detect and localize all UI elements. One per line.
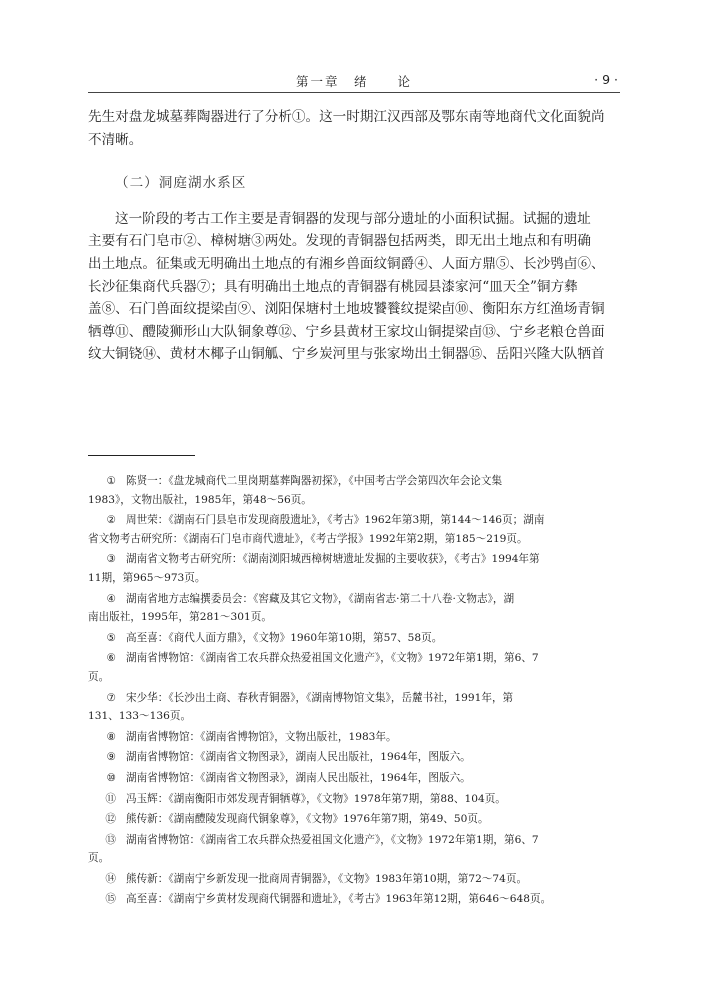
footnote-marker: ⑭: [105, 872, 116, 885]
footnote-line: 湖南省文物考古研究所：《湖南浏阳城西樟树塘遗址发掘的主要收获》，《考古》1994年第: [126, 553, 540, 566]
footnotes: [88, 472, 622, 911]
footnote-line: 周世荣：《湖南石门县皂市发现商殷遗址》，《考古》1962年第3期，第144～146页；湖南: [126, 514, 545, 527]
footnote: [88, 769, 622, 788]
paragraph-continuation: [88, 106, 620, 151]
footnote: [88, 810, 622, 829]
text-line: 盖⑧、石门兽面纹提梁卣⑨、浏阳保塘村土地坡饕餮纹提梁卣⑩、衡阳东方红渔场青铜: [88, 301, 605, 318]
footnote-marker: ①: [106, 475, 116, 487]
footnote-marker: ②: [106, 514, 116, 527]
footnote-marker: ⑮: [105, 893, 116, 906]
footnote-line: 湖南省博物馆：《湖南省文物图录》，湖南人民出版社，1964年，图版六。: [126, 771, 471, 784]
main-text: [88, 106, 620, 366]
footnote-rule: [88, 455, 195, 456]
footnote: [88, 831, 622, 868]
footnote-marker: ⑩: [106, 771, 116, 784]
footnote-line: 1983》，文物出版社，1985年，第48～56页。: [88, 493, 312, 506]
section-heading: （二）洞庭湖水系区: [115, 175, 247, 192]
footnote: [88, 689, 622, 726]
page-number: · 9 ·: [594, 72, 618, 87]
footnote-line: 湖南省地方志编撰委员会：《窖藏及其它文物》，《湖南省志·第二十八卷·文物志》，湖: [126, 592, 515, 605]
paragraph-bronzes: [88, 208, 620, 366]
footnote-marker: ④: [106, 592, 116, 605]
footnote-line: 页。: [88, 852, 110, 865]
footnote-line: 宋少华：《长沙出土商、春秋青铜器》，《湖南博物馆文集》，岳麓书社，1991年，第: [126, 691, 514, 704]
text-line: 先生对盘龙城墓葬陶器进行了分析①。这一时期江汉西部及鄂东南等地商代文化面貌尚: [88, 109, 605, 125]
footnote: [88, 748, 622, 767]
footnote-marker: ⑧: [106, 730, 116, 743]
footnote-line: 湖南省博物馆：《湖南省博物馆》，文物出版社，1983年。: [126, 730, 397, 743]
footnote-line: 131、133～136页。: [88, 710, 192, 723]
footnote-line: 湖南省博物馆：《湖南省文物图录》，湖南人民出版社，1964年，图版六。: [126, 751, 471, 764]
footnote-marker: ⑨: [106, 751, 116, 764]
footnote-marker: ⑥: [106, 652, 116, 665]
footnote-line: 熊传新：《湖南宁乡新发现一批商周青铜器》，《文物》1983年第10期，第72～74页。: [126, 872, 528, 885]
text-line: 出土地点。征集或无明确出土地点的有湘乡兽面纹铜爵④、人面方鼎⑤、长沙鸮卣⑥、: [88, 255, 605, 272]
footnote: [88, 870, 622, 889]
footnote: [88, 590, 622, 627]
footnote-line: 熊传新：《湖南醴陵发现商代铜象尊》，《文物》1976年第7期，第49、50页。: [126, 813, 489, 826]
text-line: 长沙征集商代兵器⑦；具有明确出土地点的青铜器有桃园县漆家河“皿天全”铜方彝: [88, 278, 578, 295]
footnote-line: 陈贤一：《盘龙城商代二里岗期墓葬陶器初探》，《中国考古学会第四次年会论文集: [126, 475, 503, 487]
footnote: [88, 790, 622, 809]
footnote-line: 湖南省博物馆：《湖南省工农兵群众热爱祖国文化遗产》，《文物》1972年第1期，第6、7: [126, 833, 539, 846]
footnote-line: 湖南省博物馆：《湖南省工农兵群众热爱祖国文化遗产》，《文物》1972年第1期，第6、7: [126, 652, 539, 665]
footnote-marker: ⑬: [105, 833, 116, 846]
footnote-marker: ⑫: [105, 813, 116, 826]
footnote-line: 高至喜：《商代人面方鼎》，《文物》1960年第10期，第57、58页。: [126, 631, 443, 644]
header-rule: [88, 92, 620, 93]
text-line: 主要有石门皂市②、樟树塘③两处。发现的青铜器包括两类，即无出土地点和有明确: [88, 233, 591, 250]
text-line: 这一阶段的考古工作主要是青铜器的发现与部分遗址的小面积试掘。试掘的遗址: [115, 210, 591, 227]
footnote-line: 南出版社，1995年，第281～301页。: [88, 611, 272, 624]
chapter-title: 第一章 绪 论: [295, 74, 412, 89]
text-line: 不清晰。: [88, 131, 143, 148]
footnote: [88, 649, 622, 686]
footnote-marker: ⑤: [106, 631, 116, 644]
footnote: [88, 550, 622, 587]
footnote: [88, 890, 622, 909]
footnote-line: 冯玉辉：《湖南衡阳市郊发现青铜牺尊》，《文物》1978年第7期，第88、104页。: [126, 792, 506, 805]
footnote: [88, 472, 622, 509]
footnote: [88, 511, 622, 548]
footnote: [88, 629, 622, 648]
footnote: [88, 728, 622, 747]
footnote-marker: ⑪: [105, 792, 116, 805]
footnote-marker: ③: [106, 553, 116, 566]
text-line: 纹大铜铙⑭、黄材木椰子山铜觚、宁乡炭河里与张家坳出土铜器⑮、岳阳兴隆大队牺首: [88, 346, 605, 363]
footnote-line: 高至喜：《湖南宁乡黄材发现商代铜器和遗址》，《考古》1963年第12期，第646～648页。: [126, 893, 552, 906]
footnote-marker: ⑦: [106, 691, 116, 704]
footnote-line: 11期，第965～973页。: [88, 571, 206, 584]
text-line: 牺尊⑪、醴陵狮形山大队铜象尊⑫、宁乡县黄材王家坟山铜提梁卣⑬、宁乡老粮仓兽面: [88, 323, 605, 340]
footnote-line: 页。: [88, 670, 110, 683]
running-header: [88, 66, 620, 92]
footnote-line: 省文物考古研究所：《湖南石门皂市商代遗址》，《考古学报》1992年第2期，第185～219页。: [88, 532, 528, 545]
